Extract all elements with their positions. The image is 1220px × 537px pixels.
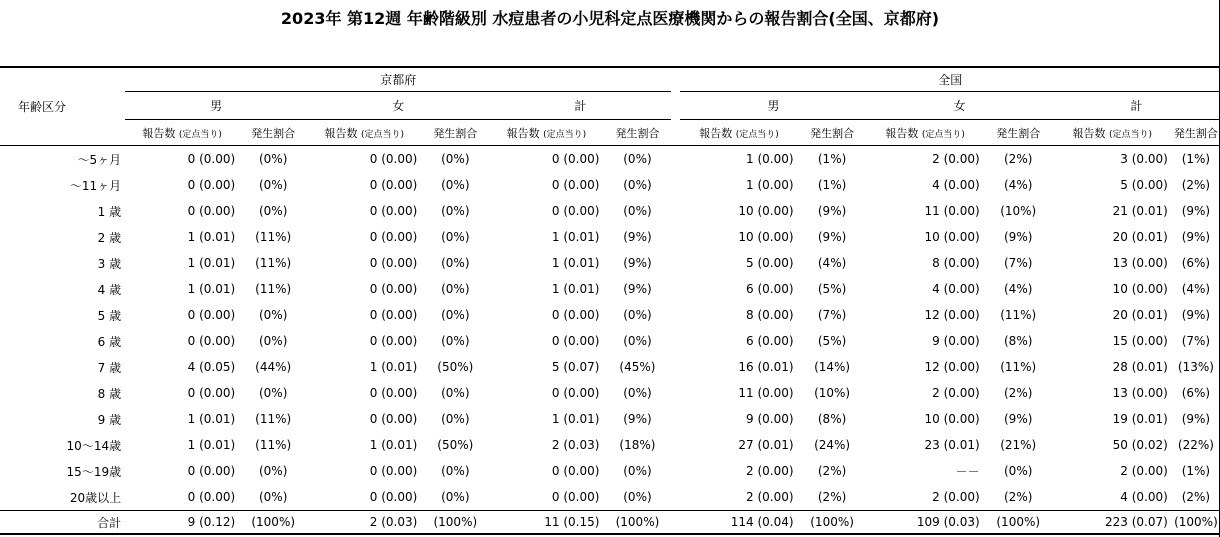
nt-rate-cell: (1%) <box>1181 464 1211 478</box>
kf-rate-cell: (0%) <box>441 308 470 322</box>
nm-rate-cell: (100%) <box>798 511 867 535</box>
nm-reports-cell: 1 (0.00) <box>746 178 794 192</box>
nf-rate-cell: (2%) <box>1004 490 1033 504</box>
nf-reports-cell: 2 (0.00) <box>932 152 980 166</box>
nf-reports-cell: 9 (0.00) <box>932 334 980 348</box>
nt-reports-cell: 15 (0.00) <box>1112 334 1168 348</box>
nm-reports-cell: 10 (0.00) <box>738 204 794 218</box>
age-group-label: 4 歳 <box>97 282 122 297</box>
nt-rate-cell: (13%) <box>1177 360 1214 374</box>
nm-reports-cell: 8 (0.00) <box>746 308 794 322</box>
nm-rate-cell: (14%) <box>814 360 851 374</box>
nt-reports-cell: 13 (0.00) <box>1112 256 1168 270</box>
nt-reports-cell: 10 (0.00) <box>1112 282 1168 296</box>
kyoto-male-header: 男 <box>125 92 307 120</box>
table-row <box>0 484 1220 511</box>
nm-reports-cell: 5 (0.00) <box>746 256 794 270</box>
km-rate-cell: (11%) <box>255 412 292 426</box>
nf-reports-cell: 4 (0.00) <box>932 282 980 296</box>
kt-reports-cell: 1 (0.01) <box>551 256 600 270</box>
kf-rate-cell: (0%) <box>441 256 470 270</box>
nm-rate-cell: (2%) <box>817 464 847 478</box>
nt-rate-cell: (9%) <box>1181 412 1211 426</box>
nf-reports-cell: 12 (0.00) <box>924 308 980 322</box>
table-row <box>0 276 1220 302</box>
km-reports-cell: 1 (0.01) <box>187 438 236 452</box>
nm-rate-cell: (2%) <box>817 490 847 504</box>
km-reports-cell: 1 (0.01) <box>187 282 236 296</box>
nm-rate-cell: (5%) <box>817 334 847 348</box>
nf-reports-cell: －－ <box>955 464 980 479</box>
nt-reports-cell: 50 (0.02) <box>1112 438 1168 452</box>
age-group-label: 6 歳 <box>97 334 122 349</box>
reports-per-site-header <box>867 120 984 146</box>
kt-reports-cell: 2 (0.03) <box>551 438 600 452</box>
km-reports-cell: 1 (0.01) <box>187 230 236 244</box>
nm-rate-cell: (10%) <box>814 386 851 400</box>
kf-reports-cell: 1 (0.01) <box>369 438 418 452</box>
nf-rate-cell: (2%) <box>1004 386 1033 400</box>
nm-reports-cell: 6 (0.00) <box>746 334 794 348</box>
nm-reports-cell: 114 (0.04) <box>680 511 797 535</box>
kt-reports-cell: 0 (0.00) <box>551 204 600 218</box>
nf-reports-cell: 10 (0.00) <box>924 230 980 244</box>
nf-reports-cell: 12 (0.00) <box>924 360 980 374</box>
incidence-rate-header: 発生割合 <box>1172 120 1220 146</box>
kf-rate-cell: (50%) <box>437 360 474 374</box>
national-female-header: 女 <box>867 92 1053 120</box>
nf-reports-cell: 2 (0.00) <box>932 386 980 400</box>
group-header-kyoto: 京都府 <box>125 67 671 92</box>
incidence-rate-header: 発生割合 <box>798 120 867 146</box>
nt-rate-cell: (7%) <box>1181 334 1211 348</box>
nf-rate-cell: (11%) <box>1000 360 1037 374</box>
group-header-national: 全国 <box>680 67 1220 92</box>
reports-per-site-header <box>1053 120 1172 146</box>
kt-reports-cell: 1 (0.01) <box>551 282 600 296</box>
km-reports-cell: 0 (0.00) <box>187 464 236 478</box>
kf-reports-cell: 0 (0.00) <box>369 464 418 478</box>
kf-reports-cell: 0 (0.00) <box>369 386 418 400</box>
nt-rate-cell: (2%) <box>1181 490 1211 504</box>
kt-reports-cell: 1 (0.01) <box>551 412 600 426</box>
nt-rate-cell: (9%) <box>1181 230 1211 244</box>
km-reports-cell: 0 (0.00) <box>187 204 236 218</box>
per-site-label: (定点当り) <box>1109 129 1153 140</box>
nm-reports-cell: 2 (0.00) <box>746 490 794 504</box>
nf-rate-cell: (10%) <box>1000 204 1037 218</box>
nt-reports-cell: 4 (0.00) <box>1120 490 1168 504</box>
kf-rate-cell: (0%) <box>441 464 470 478</box>
kf-rate-cell: (0%) <box>441 178 470 192</box>
incidence-rate-header: 発生割合 <box>239 120 307 146</box>
kt-rate-cell: (18%) <box>619 438 656 452</box>
nf-rate-cell: (7%) <box>1004 256 1033 270</box>
kt-reports-cell: 0 (0.00) <box>551 308 600 322</box>
km-rate-cell: (0%) <box>258 464 288 478</box>
table-row <box>0 224 1220 250</box>
kf-rate-cell: (50%) <box>437 438 474 452</box>
nf-rate-cell: (4%) <box>1004 282 1033 296</box>
nf-reports-cell: 23 (0.01) <box>924 438 980 452</box>
km-rate-cell: (0%) <box>258 308 288 322</box>
nt-rate-cell: (4%) <box>1181 282 1211 296</box>
reports-label: 報告数 <box>142 126 176 140</box>
kt-rate-cell: (45%) <box>619 360 656 374</box>
table-row <box>0 380 1220 406</box>
kt-rate-cell: (0%) <box>623 334 652 348</box>
kf-reports-cell: 0 (0.00) <box>369 334 418 348</box>
nf-rate-cell: (11%) <box>1000 308 1037 322</box>
nf-reports-cell: 109 (0.03) <box>867 511 984 535</box>
nf-reports-cell: 10 (0.00) <box>924 412 980 426</box>
nm-reports-cell: 16 (0.01) <box>738 360 794 374</box>
age-group-label: 1 歳 <box>97 204 122 219</box>
km-rate-cell: (0%) <box>258 152 288 166</box>
nm-rate-cell: (7%) <box>817 308 847 322</box>
kf-reports-cell: 0 (0.00) <box>369 256 418 270</box>
reports-per-site-header <box>489 120 603 146</box>
age-group-label: 8 歳 <box>97 386 122 401</box>
age-group-label: 9 歳 <box>97 412 122 427</box>
kt-rate-cell: (0%) <box>623 152 652 166</box>
kf-reports-cell: 0 (0.00) <box>369 152 418 166</box>
table-row <box>0 172 1220 198</box>
table-row <box>0 354 1220 380</box>
incidence-rate-header: 発生割合 <box>984 120 1053 146</box>
nf-rate-cell: (100%) <box>984 511 1053 535</box>
reports-label: 報告数 <box>506 126 540 140</box>
nf-reports-cell: 8 (0.00) <box>932 256 980 270</box>
kf-rate-cell: (0%) <box>441 282 470 296</box>
table-row <box>0 146 1220 173</box>
nt-rate-cell: (9%) <box>1181 204 1211 218</box>
nt-rate-cell: (6%) <box>1181 386 1211 400</box>
nm-rate-cell: (8%) <box>817 412 847 426</box>
nf-rate-cell: (9%) <box>1004 412 1033 426</box>
kf-rate-cell: (0%) <box>441 412 470 426</box>
nm-rate-cell: (9%) <box>817 204 847 218</box>
age-group-label: ～11ヶ月 <box>69 178 122 193</box>
kt-rate-cell: (100%) <box>603 511 671 535</box>
km-reports-cell: 1 (0.01) <box>187 412 236 426</box>
nm-reports-cell: 9 (0.00) <box>746 412 794 426</box>
kt-reports-cell: 5 (0.07) <box>551 360 600 374</box>
kf-reports-cell: 2 (0.03) <box>307 511 421 535</box>
nm-reports-cell: 27 (0.01) <box>738 438 794 452</box>
nt-rate-cell: (22%) <box>1177 438 1214 452</box>
group-gap <box>671 67 680 92</box>
km-rate-cell: (11%) <box>255 230 292 244</box>
nf-rate-cell: (21%) <box>1000 438 1037 452</box>
age-group-label: 2 歳 <box>97 230 122 245</box>
kf-reports-cell: 0 (0.00) <box>369 308 418 322</box>
nf-rate-cell: (2%) <box>1004 152 1033 166</box>
kt-reports-cell: 0 (0.00) <box>551 464 600 478</box>
km-reports-cell: 0 (0.00) <box>187 386 236 400</box>
km-rate-cell: (44%) <box>255 360 292 374</box>
nf-reports-cell: 11 (0.00) <box>924 204 980 218</box>
kf-rate-cell: (100%) <box>421 511 489 535</box>
km-reports-cell: 4 (0.05) <box>187 360 236 374</box>
kt-reports-cell: 0 (0.00) <box>551 178 600 192</box>
kt-rate-cell: (9%) <box>623 412 652 426</box>
nm-reports-cell: 10 (0.00) <box>738 230 794 244</box>
age-group-label: 5 歳 <box>97 308 122 323</box>
kf-reports-cell: 0 (0.00) <box>369 490 418 504</box>
incidence-rate-header: 発生割合 <box>421 120 489 146</box>
kt-rate-cell: (9%) <box>623 230 652 244</box>
km-rate-cell: (0%) <box>258 204 288 218</box>
per-site-label: (定点当り) <box>921 129 965 140</box>
kf-reports-cell: 0 (0.00) <box>369 204 418 218</box>
reports-label: 報告数 <box>324 126 358 140</box>
nf-reports-cell: 2 (0.00) <box>932 490 980 504</box>
km-reports-cell: 0 (0.00) <box>187 490 236 504</box>
nf-rate-cell: (0%) <box>1004 464 1033 478</box>
kt-reports-cell: 0 (0.00) <box>551 386 600 400</box>
kt-reports-cell: 0 (0.00) <box>551 152 600 166</box>
nm-reports-cell: 6 (0.00) <box>746 282 794 296</box>
kf-rate-cell: (0%) <box>441 204 470 218</box>
reports-label: 報告数 <box>1072 126 1106 140</box>
km-reports-cell: 0 (0.00) <box>187 308 236 322</box>
kf-reports-cell: 0 (0.00) <box>369 230 418 244</box>
kf-reports-cell: 1 (0.01) <box>369 360 418 374</box>
total-row <box>0 511 1220 535</box>
page-title: 2023年 第12週 年齢階級別 水痘患者の小児科定点医療機関からの報告割合(全国、京都府) <box>280 9 940 28</box>
age-group-header: 年齢区分 <box>0 67 125 146</box>
kf-reports-cell: 0 (0.00) <box>369 412 418 426</box>
nm-reports-cell: 11 (0.00) <box>738 386 794 400</box>
age-group-label: 20歳以上 <box>69 490 122 505</box>
nm-rate-cell: (24%) <box>814 438 851 452</box>
age-group-label: 15～19歳 <box>66 464 122 479</box>
nf-rate-cell: (4%) <box>1004 178 1033 192</box>
nf-rate-cell: (8%) <box>1004 334 1033 348</box>
national-male-header: 男 <box>680 92 866 120</box>
nm-rate-cell: (9%) <box>817 230 847 244</box>
nt-rate-cell: (2%) <box>1181 178 1211 192</box>
reports-label: 報告数 <box>699 126 733 140</box>
nt-reports-cell: 20 (0.01) <box>1112 308 1168 322</box>
report-table <box>0 66 1220 535</box>
table-row <box>0 328 1220 354</box>
km-rate-cell: (0%) <box>258 490 288 504</box>
nt-reports-cell: 19 (0.01) <box>1112 412 1168 426</box>
kt-rate-cell: (9%) <box>623 256 652 270</box>
km-rate-cell: (11%) <box>255 282 292 296</box>
nt-rate-cell: (6%) <box>1181 256 1211 270</box>
nm-reports-cell: 1 (0.00) <box>746 152 794 166</box>
age-group-label: 10～14歳 <box>66 438 122 453</box>
table-row <box>0 406 1220 432</box>
nt-reports-cell: 3 (0.00) <box>1120 152 1168 166</box>
age-group-label: 3 歳 <box>97 256 122 271</box>
kt-reports-cell: 0 (0.00) <box>551 490 600 504</box>
km-rate-cell: (11%) <box>255 256 292 270</box>
age-group-label: 7 歳 <box>97 360 122 375</box>
nt-reports-cell: 223 (0.07) <box>1053 511 1172 535</box>
km-rate-cell: (0%) <box>258 334 288 348</box>
kf-rate-cell: (0%) <box>441 386 470 400</box>
km-reports-cell: 0 (0.00) <box>187 152 236 166</box>
km-rate-cell: (100%) <box>239 511 307 535</box>
kt-rate-cell: (0%) <box>623 490 652 504</box>
kt-rate-cell: (0%) <box>623 308 652 322</box>
table-row <box>0 458 1220 484</box>
kf-rate-cell: (0%) <box>441 152 470 166</box>
table-row <box>0 198 1220 224</box>
table-row <box>0 302 1220 328</box>
nt-rate-cell: (100%) <box>1172 511 1220 535</box>
per-site-label: (定点当り) <box>178 129 222 140</box>
nm-reports-cell: 2 (0.00) <box>746 464 794 478</box>
nt-reports-cell: 21 (0.01) <box>1112 204 1168 218</box>
nm-rate-cell: (4%) <box>817 256 847 270</box>
kf-rate-cell: (0%) <box>441 230 470 244</box>
age-group-label: ～5ヶ月 <box>77 152 122 167</box>
incidence-rate-header: 発生割合 <box>603 120 671 146</box>
nt-rate-cell: (9%) <box>1181 308 1211 322</box>
kyoto-female-header: 女 <box>307 92 489 120</box>
reports-per-site-header <box>307 120 421 146</box>
nt-reports-cell: 13 (0.00) <box>1112 386 1168 400</box>
per-site-label: (定点当り) <box>735 129 779 140</box>
kyoto-total-header: 計 <box>489 92 671 120</box>
nm-rate-cell: (5%) <box>817 282 847 296</box>
table-row <box>0 432 1220 458</box>
reports-per-site-header <box>125 120 239 146</box>
nt-reports-cell: 5 (0.00) <box>1120 178 1168 192</box>
per-site-label: (定点当り) <box>543 129 587 140</box>
kt-reports-cell: 11 (0.15) <box>489 511 603 535</box>
kt-reports-cell: 0 (0.00) <box>551 334 600 348</box>
km-reports-cell: 9 (0.12) <box>125 511 239 535</box>
per-site-label: (定点当り) <box>360 129 405 140</box>
nt-reports-cell: 20 (0.01) <box>1112 230 1168 244</box>
kf-reports-cell: 0 (0.00) <box>369 282 418 296</box>
reports-label: 報告数 <box>885 126 919 140</box>
km-reports-cell: 0 (0.00) <box>187 334 236 348</box>
kt-rate-cell: (0%) <box>623 178 652 192</box>
km-reports-cell: 1 (0.01) <box>187 256 236 270</box>
reports-per-site-header <box>680 120 797 146</box>
nf-rate-cell: (9%) <box>1004 230 1033 244</box>
age-group-label: 合計 <box>0 511 125 535</box>
km-rate-cell: (0%) <box>258 178 288 192</box>
kt-rate-cell: (0%) <box>623 386 652 400</box>
kt-rate-cell: (0%) <box>623 464 652 478</box>
nt-reports-cell: 28 (0.01) <box>1112 360 1168 374</box>
kt-rate-cell: (0%) <box>623 204 652 218</box>
kt-rate-cell: (9%) <box>623 282 652 296</box>
kf-reports-cell: 0 (0.00) <box>369 178 418 192</box>
kt-reports-cell: 1 (0.01) <box>551 230 600 244</box>
kf-rate-cell: (0%) <box>441 334 470 348</box>
nf-reports-cell: 4 (0.00) <box>932 178 980 192</box>
nt-reports-cell: 2 (0.00) <box>1120 464 1168 478</box>
national-total-header: 計 <box>1053 92 1220 120</box>
nt-rate-cell: (1%) <box>1181 152 1211 166</box>
km-rate-cell: (11%) <box>255 438 292 452</box>
km-reports-cell: 0 (0.00) <box>187 178 236 192</box>
table-row <box>0 250 1220 276</box>
nm-rate-cell: (1%) <box>817 152 847 166</box>
kf-rate-cell: (0%) <box>441 490 470 504</box>
km-rate-cell: (0%) <box>258 386 288 400</box>
nm-rate-cell: (1%) <box>817 178 847 192</box>
